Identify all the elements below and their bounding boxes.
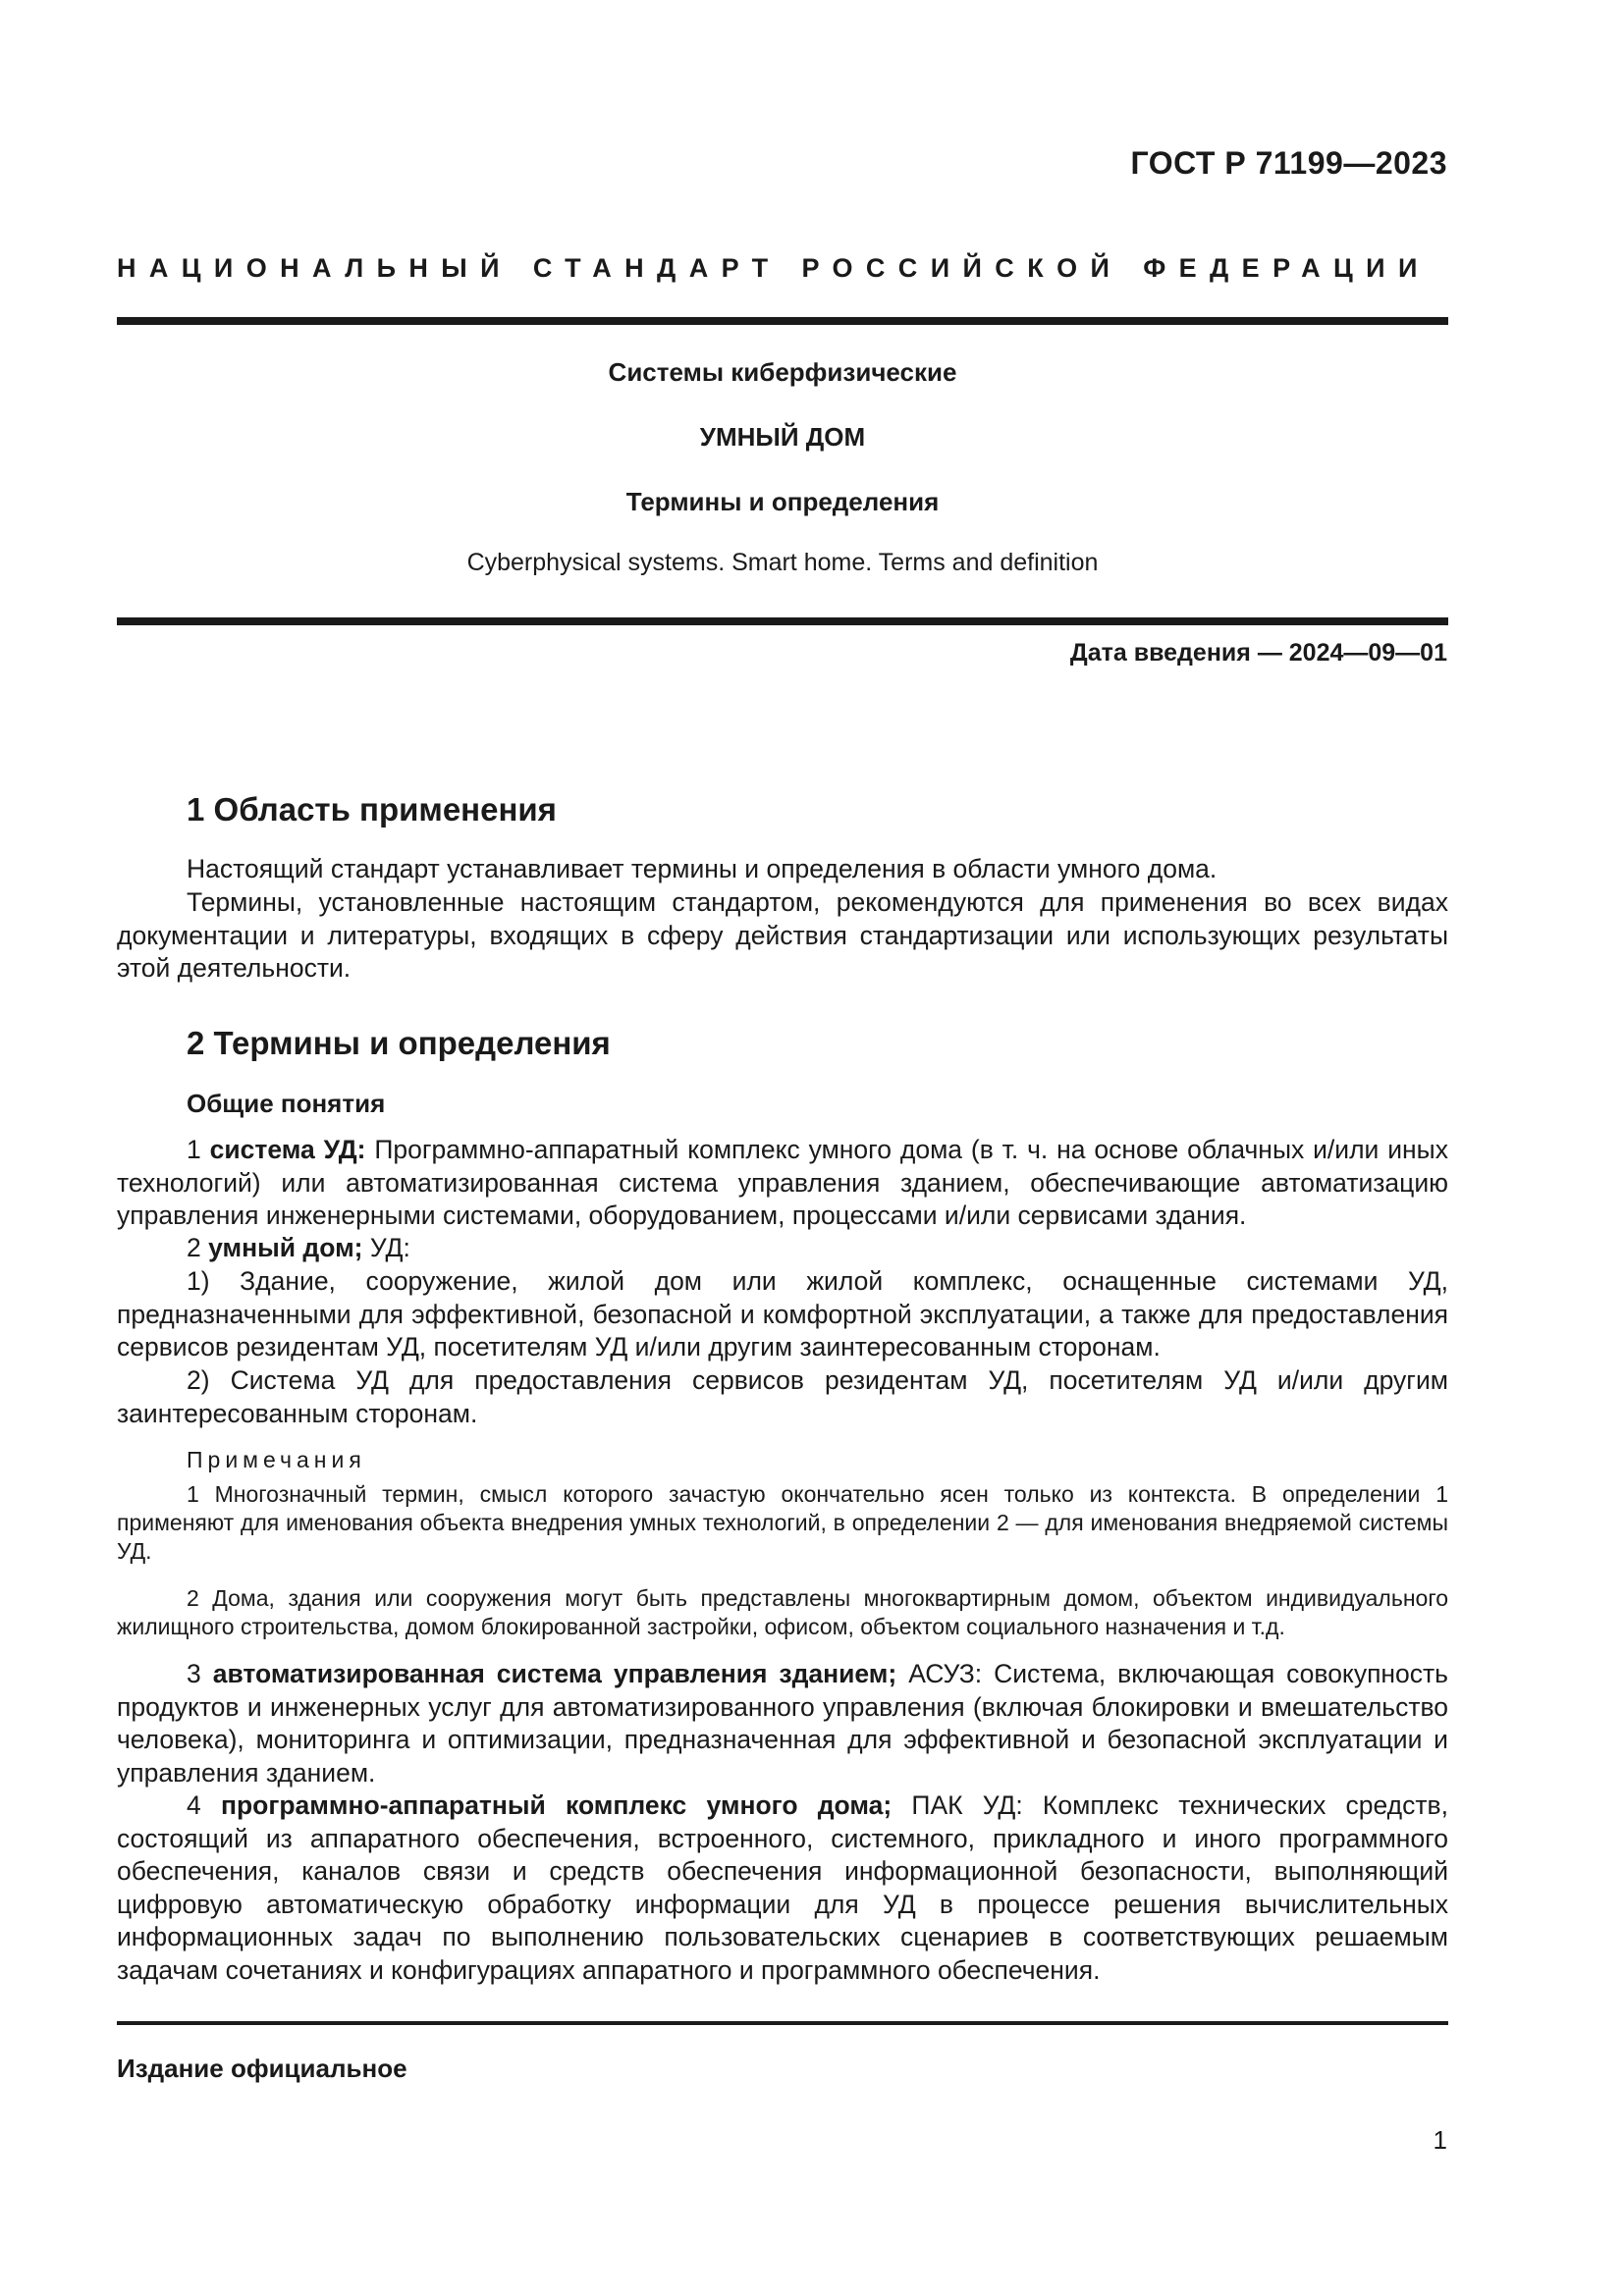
title-line-1: Системы киберфизические: [608, 357, 957, 387]
term-3-number: 3: [187, 1659, 201, 1688]
term-1-text: Программно-аппаратный комплекс умного дома (в т. ч. на основе облачных и/или иных технологий) или автоматизированная система управления зданием, обеспечивающие автоматизацию управления инженерными системами, оборудованием, процессами и/или сервисами здания.: [117, 1135, 1448, 1230]
gost-number: ГОСТ Р 71199—2023: [1130, 145, 1447, 181]
english-title: Cyberphysical systems. Smart home. Terms and definition: [466, 549, 1099, 576]
term-2-term: умный дом;: [208, 1233, 363, 1262]
term-2-definition-2: 2) Система УД для предоставления сервисов резидентам УД, посетителям УД и/или другим заинтересованным сторонам.: [117, 1365, 1448, 1428]
term-1-number: 1: [187, 1135, 201, 1164]
term-1: [117, 1134, 1448, 1233]
national-standard-banner: НАЦИОНАЛЬНЫЙ СТАНДАРТ РОССИЙСКОЙ ФЕДЕРАЦИИ: [117, 253, 1431, 283]
section-1-heading: 1 Область применения: [187, 791, 557, 828]
section-2-heading: 2 Термины и определения: [187, 1025, 611, 1061]
top-rule: [117, 317, 1448, 325]
title-line-2: УМНЫЙ ДОМ: [699, 422, 866, 452]
official-edition-label: Издание официальное: [117, 2054, 407, 2083]
page-number: 1: [1433, 2125, 1447, 2155]
term-2-abbr: УД:: [369, 1233, 410, 1262]
section-1-paragraph-2: Термины, установленные настоящим стандартом, рекомендуются для применения во всех видах документации и литературы, входящих в сферу действия стандартизации или использующих результаты этой деятельности.: [117, 887, 1448, 983]
term-3-text: АСУЗ: Система, включающая совокупность продуктов и инженерных услуг для автоматизированного управления (включая блокировки и вмешательство человека), мониторинга и оптимизации, предназначенная для эффективной и безопасной эксплуатации и управления зданием.: [117, 1659, 1448, 1788]
term-3-term: автоматизированная система управления зданием;: [212, 1659, 897, 1688]
note-1: 1 Многозначный термин, смысл которого зачастую окончательно ясен только из контекста. В определении 1 применяют для именования объекта внедрения умных технологий, в определении 2 — для именования внедряемой системы УД.: [117, 1481, 1448, 1564]
title-line-3: Термины и определения: [625, 487, 940, 516]
term-4: [117, 1789, 1448, 1987]
notes-heading: Примечания: [187, 1447, 366, 1472]
term-4-text: ПАК УД: Комплекс технических средств, состоящий из аппаратного обеспечения, встроенного, системного, прикладного и иного программного обеспечения, каналов связи и средств обеспечения информационной безопасности, выполняющий цифровую автоматическую обработку информации для УД в процессе решения вычислительных информационных задач по выполнению пользовательских сценариев в соответствующих решаемым задачам сочетаниях и конфигурациях аппаратного и программного обеспечения.: [117, 1790, 1448, 1985]
term-2-number: 2: [187, 1233, 201, 1262]
term-2: [117, 1232, 1448, 1265]
title-bottom-rule: [117, 617, 1448, 625]
term-1-term: система УД:: [209, 1135, 366, 1164]
note-2: 2 Дома, здания или сооружения могут быть представлены многоквартирным домом, объектом индивидуального жилищного строительства, домом блокированной застройки, офисом, объектом социального назначения и т.д.: [117, 1585, 1448, 1639]
intro-date: Дата введения — 2024—09—01: [1069, 639, 1447, 667]
footer-rule: [117, 2021, 1448, 2025]
general-concepts-subheading: Общие понятия: [187, 1089, 386, 1118]
term-4-term: программно-аппаратный комплекс умного дома;: [220, 1790, 893, 1820]
term-2-definition-1: 1) Здание, сооружение, жилой дом или жилой комплекс, оснащенные системами УД, предназначенными для эффективной, безопасной и комфортной эксплуатации, а также для предоставления сервисов резидентам УД, посетителям УД и/или другим заинтересованным сторонам.: [117, 1266, 1448, 1362]
term-4-number: 4: [187, 1790, 201, 1820]
section-1-paragraph-1: Настоящий стандарт устанавливает термины и определения в области умного дома.: [187, 854, 1218, 883]
term-3: [117, 1658, 1448, 1789]
